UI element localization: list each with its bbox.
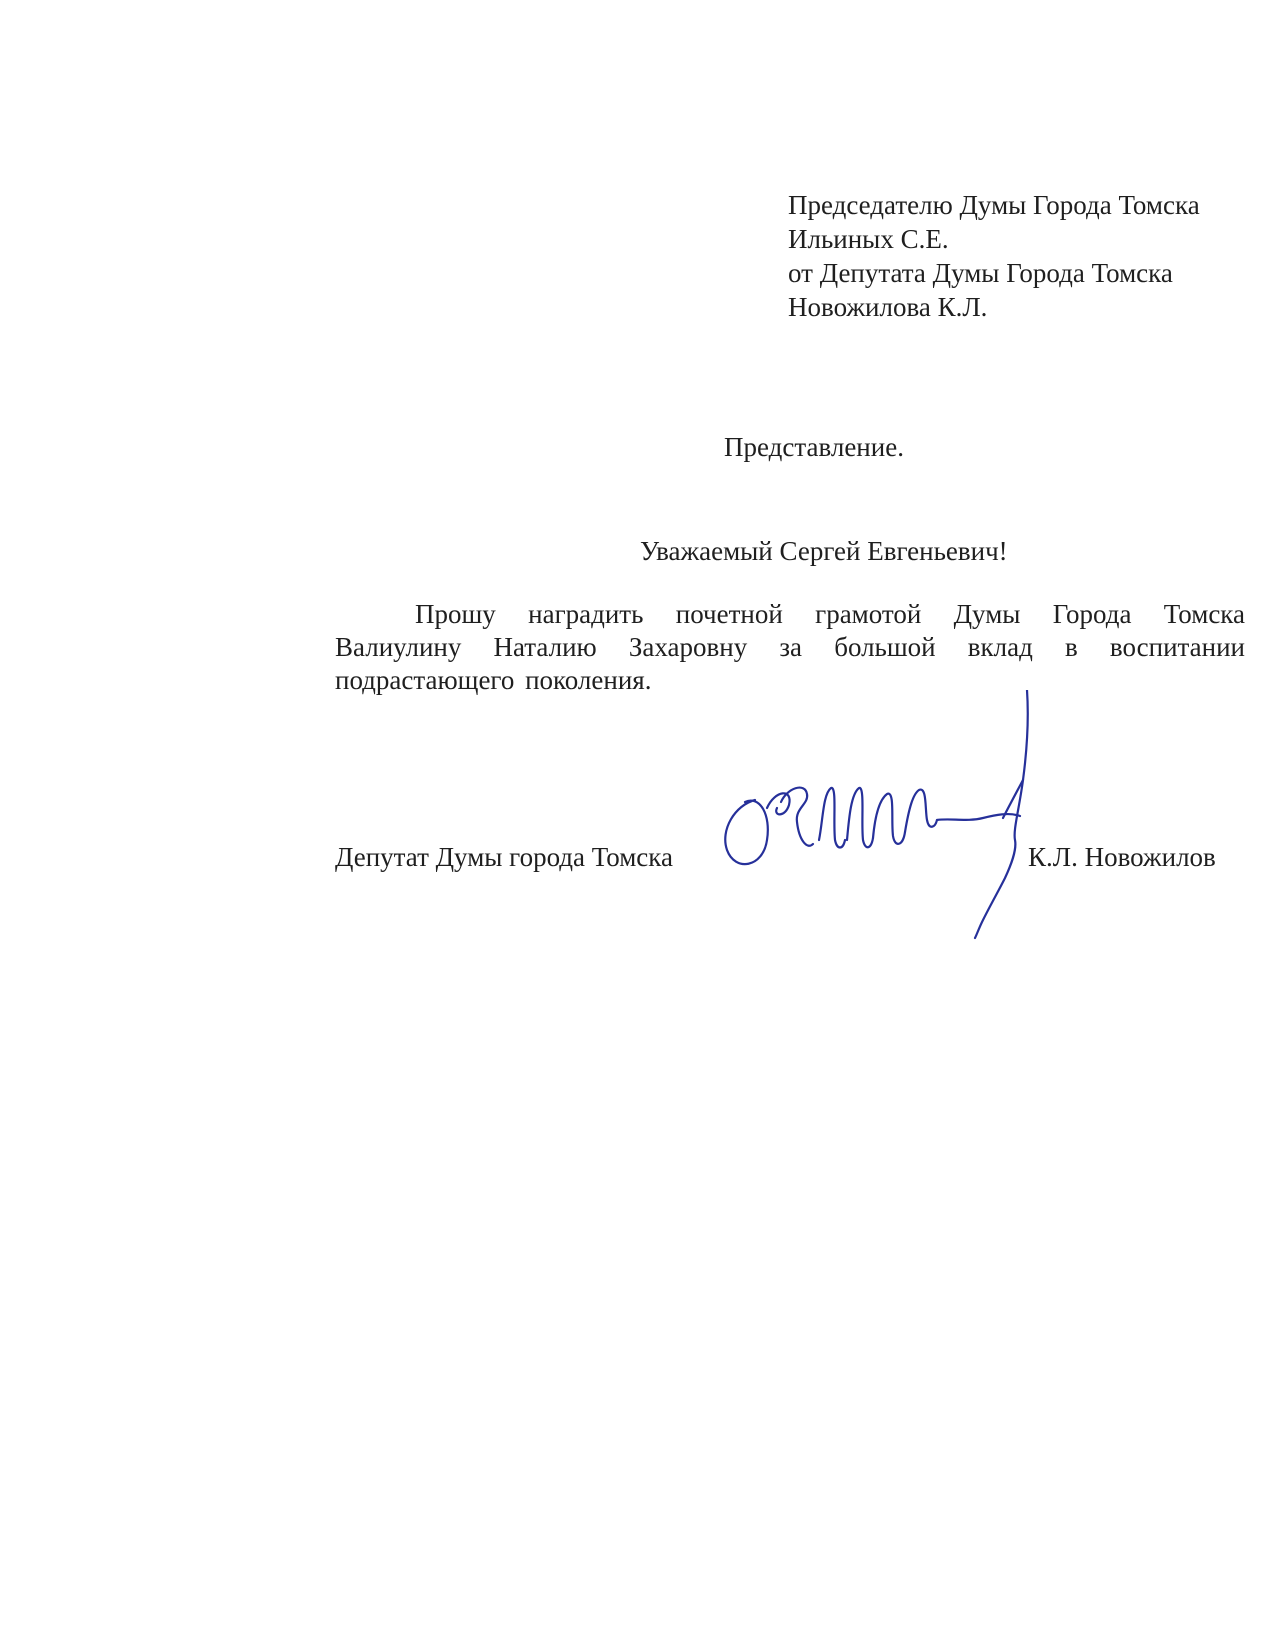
signatory-name: К.Л. Новожилов: [1028, 842, 1216, 872]
addressee-recipient-name: Ильиных С.Е.: [788, 224, 949, 254]
handwritten-signature: [715, 690, 1085, 950]
document-title: Представление.: [724, 432, 904, 462]
addressee-sender-title: от Депутата Думы Города Томска: [788, 258, 1173, 288]
addressee-sender-name: Новожилова К.Л.: [788, 292, 988, 322]
salutation: Уважаемый Сергей Евгеньевич!: [640, 536, 1008, 566]
signatory-position: Депутат Думы города Томска: [335, 842, 673, 872]
body-paragraph: Прошу наградить почетной грамотой Думы Города Томска Валиулину Наталию Захаровну за большой вклад в воспитании подрастающего поколения.: [335, 599, 1245, 695]
addressee-block: [788, 188, 1200, 324]
addressee-recipient-title: Председателю Думы Города Томска: [788, 190, 1200, 220]
